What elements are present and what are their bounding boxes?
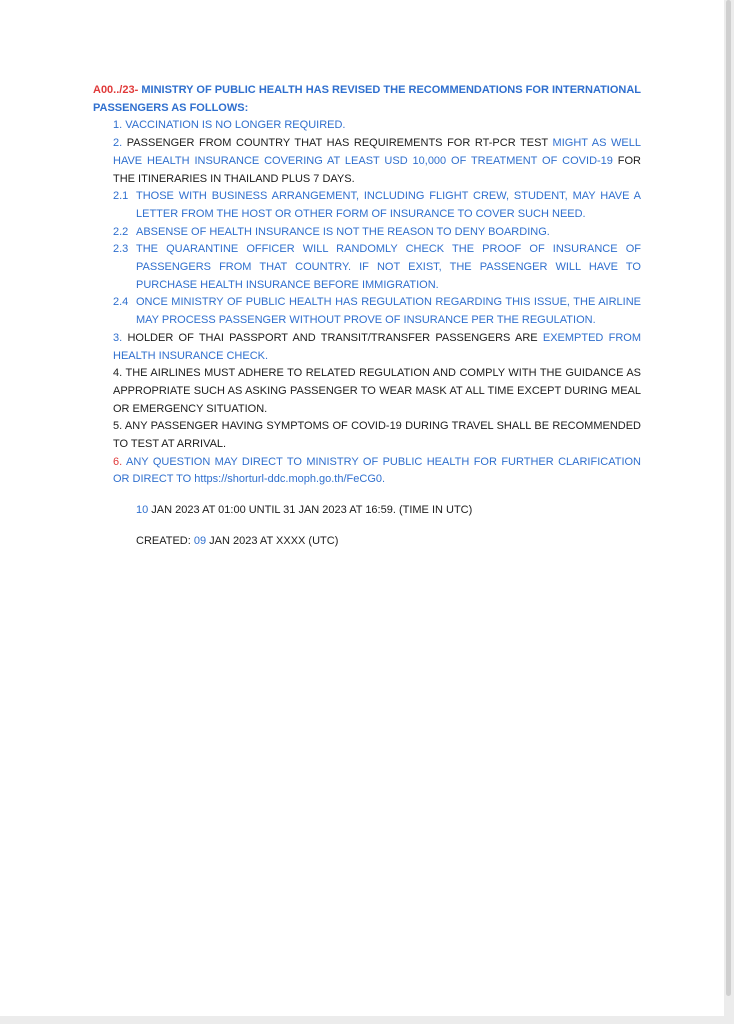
item-text: PASSENGER FROM COUNTRY THAT HAS REQUIREMENTS FOR RT-PCR TEST <box>126 137 553 150</box>
validity-period <box>93 502 641 520</box>
item-2 <box>93 135 641 188</box>
item-text: THOSE WITH BUSINESS ARRANGEMENT, INCLUDING FLIGHT CREW, STUDENT, MAY HAVE A LETTER FROM THE HOST OR OTHER FORM OF INSURANCE TO COVER SUCH NEED. <box>136 190 641 220</box>
item-text: ONCE MINISTRY OF PUBLIC HEALTH HAS REGULATION REGARDING THIS ISSUE, THE AIRLINE MAY PROCESS PASSENGER WITHOUT PROVE OF INSURANCE PER THE REGULATION. <box>136 296 641 327</box>
item-text: HOLDER OF THAI PASSPORT AND TRANSIT/TRANSFER PASSENGERS ARE <box>127 331 543 344</box>
item-number: 2.2 <box>113 225 129 238</box>
item-number: 6. <box>113 455 123 468</box>
created-label: CREATED: <box>136 534 194 547</box>
item-number: 2. <box>113 137 123 150</box>
item-5 <box>93 418 641 453</box>
item-2-4 <box>93 294 641 329</box>
item-2-2 <box>93 224 641 242</box>
validity-start-day: 10 <box>136 504 149 517</box>
vertical-scrollbar[interactable] <box>726 0 731 996</box>
item-number: 3. <box>113 331 123 344</box>
item-text-highlight: EXEMPTED FROM HEALTH INSURANCE CHECK. <box>113 331 641 362</box>
item-6 <box>93 454 641 489</box>
notice-header <box>93 82 641 117</box>
item-number: 5. <box>113 420 123 433</box>
notice-body <box>93 82 641 551</box>
item-text: VACCINATION IS NO LONGER REQUIRED. <box>125 119 346 132</box>
item-4 <box>93 365 641 418</box>
notice-title: MINISTRY OF PUBLIC HEALTH HAS REVISED THE RECOMMENDATIONS FOR INTERNATIONAL PASSENGERS AS FOLLOWS: <box>93 84 642 114</box>
validity-text: JAN 2023 AT 01:00 UNTIL 31 JAN 2023 AT 16:59. (TIME IN UTC) <box>148 504 473 517</box>
item-text: ANY QUESTION MAY DIRECT TO MINISTRY OF PUBLIC HEALTH FOR FURTHER CLARIFICATION OR DIRECT TO https://shorturl-ddc.moph.go.th/FeCG0. <box>113 455 642 486</box>
item-3 <box>93 330 641 365</box>
created-line <box>93 533 641 551</box>
reference-code: A00../23 <box>93 84 135 96</box>
item-number: 2.4 <box>113 296 129 309</box>
item-number: 1. <box>113 119 123 132</box>
item-2-1 <box>93 188 641 223</box>
item-number: 4. <box>113 367 123 380</box>
item-text: ABSENSE OF HEALTH INSURANCE IS NOT THE REASON TO DENY BOARDING. <box>136 225 550 238</box>
header-dash: - <box>134 84 139 96</box>
item-number: 2.3 <box>113 243 129 256</box>
item-2-3 <box>93 241 641 294</box>
item-text-highlight: MIGHT AS WELL HAVE HEALTH INSURANCE COVERING AT LEAST USD 10,000 OF TREATMENT OF COVID-19 <box>113 137 641 167</box>
item-text: FOR THE ITINERARIES IN THAILAND PLUS 7 DAYS. <box>113 154 642 185</box>
created-day: 09 <box>193 534 207 547</box>
item-1 <box>93 117 641 135</box>
item-text: ANY PASSENGER HAVING SYMPTOMS OF COVID-19 DURING TRAVEL SHALL BE RECOMMENDED TO TEST AT ARRIVAL. <box>113 420 641 451</box>
item-text: THE AIRLINES MUST ADHERE TO RELATED REGULATION AND COMPLY WITH THE GUIDANCE AS APPROPRIATE SUCH AS ASKING PASSENGER TO WEAR MASK AT ALL TIME EXCEPT DURING MEAL OR EMERGENCY SITUATION. <box>113 367 641 415</box>
item-number: 2.1 <box>113 190 129 203</box>
item-text: THE QUARANTINE OFFICER WILL RANDOMLY CHECK THE PROOF OF INSURANCE OF PASSENGERS FROM THAT COUNTRY. IF NOT EXIST, THE PASSENGER WILL HAVE TO PURCHASE HEALTH INSURANCE BEFORE IMMIGRATION. <box>136 243 641 291</box>
created-text: JAN 2023 AT XXXX (UTC) <box>206 534 339 547</box>
